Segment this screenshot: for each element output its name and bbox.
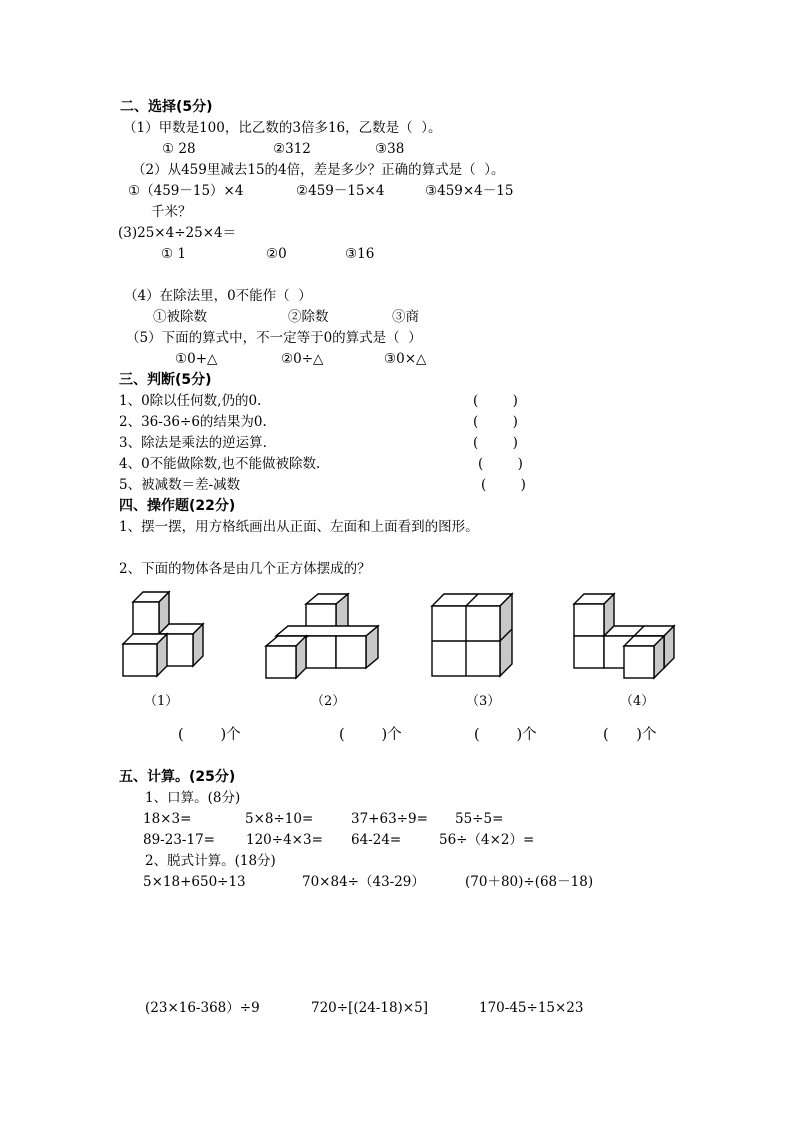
judge-item-1: 1、0除以任何数,仍的0. <box>119 393 262 409</box>
step-calc-title: 2、脱式计算。(18分) <box>145 853 276 869</box>
choice-q5-opt2: ②0÷△ <box>281 351 324 367</box>
choice-q4-opt1: ①被除数 <box>153 309 207 325</box>
judge-item-5: 5、被减数＝差-减数 <box>119 477 241 493</box>
choice-q2-opt3: ③459×4－15 <box>425 183 514 199</box>
choice-q2-opt1: ①（459－15）×4 <box>128 183 244 199</box>
judge-paren-5: ( ) <box>481 477 526 493</box>
choice-q4-opt2: ②除数 <box>288 309 329 325</box>
choice-q4-stem: （4）在除法里，0不能作（ ） <box>124 288 312 304</box>
figure-caption-1: （1） <box>144 694 179 709</box>
judge-paren-3: ( ) <box>473 435 518 451</box>
figure-answer-3: ( )个 <box>474 727 537 743</box>
choice-q2-stem: （2）从459里减去15的4倍，差是多少？正确的算式是（ ）。 <box>132 162 505 178</box>
choice-q1-opt3: ③38 <box>375 141 405 157</box>
cube-figure-4 <box>570 592 680 682</box>
step-2-3: 170-45÷15×23 <box>479 1000 584 1016</box>
choice-q3-opt3: ③16 <box>345 246 375 262</box>
oral-calc-title: 1、口算。(8分) <box>145 790 241 806</box>
figure-caption-4: （4） <box>620 694 655 709</box>
choice-q1-opt2: ②312 <box>273 141 311 157</box>
cube-figure-3 <box>428 592 518 682</box>
oral-1-2: 5×8÷10= <box>245 811 314 827</box>
section-choice-title: 二、选择(5分) <box>120 99 213 115</box>
oral-1-4: 55÷5= <box>455 811 504 827</box>
choice-q5-opt1: ①0+△ <box>175 351 218 367</box>
figure-caption-2: （2） <box>311 694 346 709</box>
step-1-3: (70＋80)÷(68－18) <box>465 874 594 890</box>
choice-q5-opt3: ③0×△ <box>384 351 427 367</box>
step-1-2: 70×84÷（43-29） <box>302 874 425 890</box>
judge-item-2: 2、36-36÷6的结果为0. <box>119 414 267 430</box>
judge-paren-1: ( ) <box>473 393 518 409</box>
oral-2-3: 64-24= <box>351 832 402 848</box>
choice-q3-stem: (3)25×4÷25×4＝ <box>118 225 237 241</box>
choice-q1-stem: （1）甲数是100，比乙数的3倍多16，乙数是（ ）。 <box>123 120 442 136</box>
choice-q2-opt2: ②459－15×4 <box>296 183 385 199</box>
figure-answer-2: ( )个 <box>339 727 402 743</box>
choice-q2-extra: 千米？ <box>151 204 192 220</box>
oral-1-3: 37+63÷9= <box>351 811 428 827</box>
figure-answer-1: ( )个 <box>178 727 241 743</box>
section-judge-title: 三、判断(5分) <box>119 372 212 388</box>
section-operation-title: 四、操作题(22分) <box>119 498 236 514</box>
operation-q2: 2、下面的物体各是由几个正方体摆成的？ <box>119 561 371 577</box>
oral-2-2: 120÷4×3= <box>246 832 323 848</box>
cube-figure-1 <box>118 592 213 682</box>
oral-1-1: 18×3= <box>143 811 192 827</box>
oral-2-4: 56÷（4×2）= <box>439 832 535 848</box>
step-2-2: 720÷[(24-18)×5] <box>311 1000 428 1016</box>
choice-q4-opt3: ③商 <box>392 309 419 325</box>
choice-q1-opt1: ① 28 <box>162 141 196 157</box>
operation-q1: 1、摆一摆，用方格纸画出从正面、左面和上面看到的图形。 <box>119 519 479 535</box>
choice-q3-opt1: ① 1 <box>161 246 186 262</box>
judge-paren-2: ( ) <box>473 414 518 430</box>
figure-caption-3: （3） <box>466 694 501 709</box>
section-calc-title: 五、计算。(25分) <box>119 769 236 785</box>
step-2-1: (23×16-368）÷9 <box>145 1000 260 1016</box>
oral-2-1: 89-23-17= <box>143 832 215 848</box>
cube-figure-2 <box>262 592 382 682</box>
judge-item-3: 3、除法是乘法的逆运算. <box>119 435 267 451</box>
choice-q3-opt2: ②0 <box>266 246 287 262</box>
judge-item-4: 4、0不能做除数,也不能做被除数. <box>119 456 321 472</box>
step-1-1: 5×18+650÷13 <box>143 874 246 890</box>
choice-q5-stem: （5）下面的算式中，不一定等于0的算式是（ ） <box>126 330 422 346</box>
judge-paren-4: ( ) <box>478 456 523 472</box>
figure-answer-4: ( )个 <box>603 727 657 743</box>
